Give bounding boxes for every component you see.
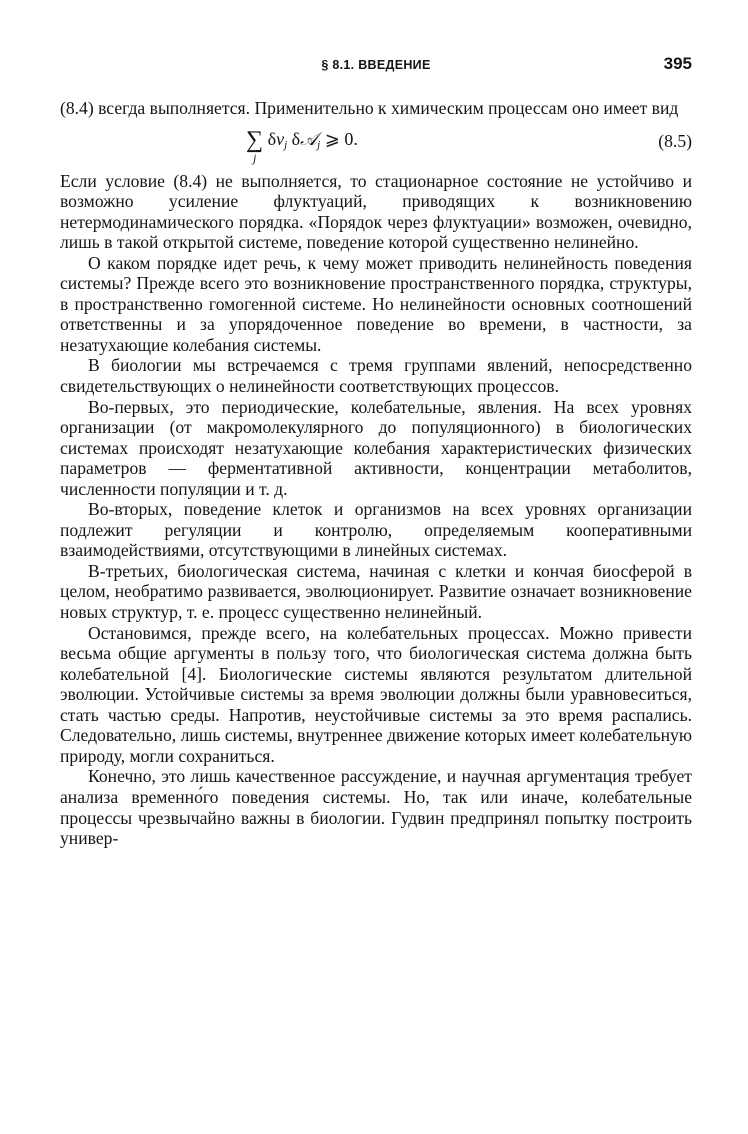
- affinity-subscript: j: [317, 138, 321, 151]
- paragraph-1: Если условие (8.4) не выполняется, то стационарное состояние не устойчиво и возможно усиление флуктуаций, приводящих к возникновению нетермодинамического порядка. «Порядок через флуктуации» возможен, очевидно, лишь в такой открытой системе, поведение которой существенно нелинейно.: [60, 170, 692, 253]
- paragraph-continuation: (8.4) всегда выполняется. Применительно к химическим процессам оно имеет вид: [60, 98, 679, 118]
- paragraph-8: Конечно, это лишь качественное рассуждение, и научная аргументация требует анализа временно́го поведения системы. Но, так или иначе, колебательные процессы чрезвычайно важны в биологии. Гудвин предпринял попытку построить универ-: [60, 766, 692, 849]
- paragraph-4: Во-первых, это периодические, колебательные, явления. На всех уровнях организации (от макромолекулярного до популяционного) в биологических системах происходят незатухающие колебания характеристических физических параметров — ферментативной активности, концентрации метаболитов, численности популяции и т. д.: [60, 396, 692, 499]
- page-number: 395: [663, 54, 692, 73]
- sum-index: j: [253, 150, 257, 165]
- section-title: § 8.1. ВВЕДЕНИЕ: [321, 58, 431, 72]
- book-page: [60, 52, 692, 849]
- affinity-symbol: 𝒜: [300, 128, 318, 149]
- paragraph-5: Во-вторых, поведение клеток и организмов на всех уровнях организации подлежит регуляции и контролю, определяемым кооперативными взаимодействиями, отсутствующими в линейных системах.: [60, 499, 692, 561]
- equation-formula: [246, 125, 358, 165]
- delta-symbol-2: δ: [291, 128, 301, 149]
- delta-symbol: δ: [267, 128, 277, 149]
- velocity-symbol: v: [276, 128, 285, 149]
- paragraph-3: В биологии мы встречаемся с тремя группами явлений, непосредственно свидетельствующих о нелинейности соответствующих процессов.: [60, 355, 692, 397]
- equation-label: (8.5): [658, 130, 692, 151]
- equation-8-5: [60, 119, 692, 171]
- running-header: [60, 52, 692, 78]
- page-body: [60, 98, 692, 849]
- paragraph-7: Остановимся, прежде всего, на колебательных процессах. Можно привести весьма общие аргументы в пользу того, что биологическая система должна быть колебательной [4]. Биологические системы являются результатом длительной эволюции. Устойчивые системы за время эволюции должны были уравновеситься, стать частью среды. Напротив, неустойчивые системы за это время распались. Следовательно, лишь системы, внутреннее движение которых имеет колебательную природу, могли сохраниться.: [60, 622, 692, 766]
- sum-symbol: ∑: [246, 126, 264, 153]
- paragraph-2: О каком порядке идет речь, к чему может приводить нелинейность поведения системы? Прежде всего это возникновение пространственного порядка, структуры, в пространственно гомогенной системе. Но нелинейности основных соотношений ответственны и за упорядоченное поведение во времени, в частности, за незатухающие колебания системы.: [60, 252, 692, 355]
- paragraph-6: В-третьих, биологическая система, начиная с клетки и кончая биосферой в целом, необратимо развивается, эволюционирует. Развитие означает возникновение новых структур, т. е. процесс существенно нелинейный.: [60, 560, 692, 623]
- inequality: ⩾ 0.: [324, 128, 358, 149]
- velocity-subscript: j: [284, 138, 288, 151]
